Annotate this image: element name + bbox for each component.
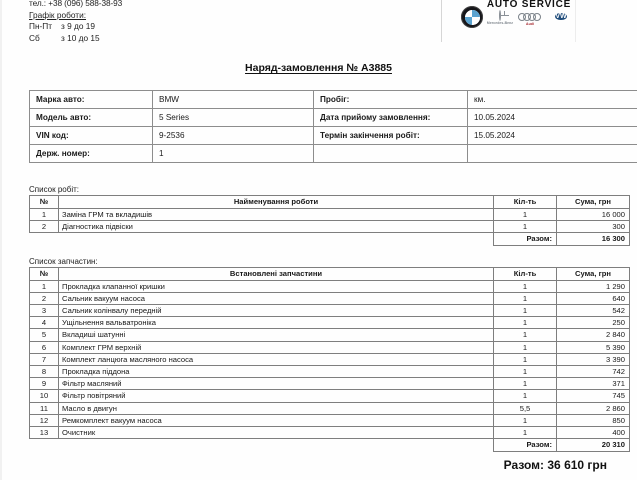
- info-value-vin: 9-2536: [153, 127, 314, 145]
- parts-row-name: Сальник вакуум насоса: [59, 292, 494, 304]
- parts-row-name: Фільтр масляний: [59, 378, 494, 390]
- table-row: [30, 317, 630, 329]
- works-table-body: [30, 208, 630, 232]
- parts-total-value: 20 310: [557, 439, 630, 452]
- parts-row-sum: 742: [557, 365, 630, 377]
- works-total-value: 16 300: [557, 232, 630, 245]
- parts-col-sum: Сума, грн: [557, 268, 630, 281]
- table-row: [30, 292, 630, 304]
- info-label-model: Модель авто:: [30, 109, 153, 127]
- parts-row-num: 6: [30, 341, 59, 353]
- parts-row-num: 5: [30, 329, 59, 341]
- parts-row-name: Прокладка піддона: [59, 365, 494, 377]
- works-col-num: №: [30, 196, 59, 209]
- parts-row-num: 1: [30, 280, 59, 292]
- parts-row-qty: 1: [494, 280, 557, 292]
- parts-row-name: Масло в двигун: [59, 402, 494, 414]
- schedule-hours-saturday: з 10 до 15: [61, 32, 100, 43]
- table-row: [30, 304, 630, 316]
- works-table-head: [30, 196, 630, 209]
- parts-row-qty: 1: [494, 426, 557, 438]
- vehicle-info-body: [30, 91, 637, 163]
- parts-row-sum: 542: [557, 304, 630, 316]
- header-divider: [441, 0, 442, 42]
- bmw-roundel-icon: [461, 6, 483, 28]
- parts-row-qty: 1: [494, 353, 557, 365]
- parts-row-qty: 1: [494, 304, 557, 316]
- table-row: [30, 426, 630, 438]
- parts-row-name: Прокладка клапанної кришки: [59, 280, 494, 292]
- mercedes-logo: [486, 11, 514, 25]
- page-title-text: Наряд-замовлення № A3885: [245, 62, 392, 74]
- parts-row-qty: 1: [494, 390, 557, 402]
- parts-row-sum: 400: [557, 426, 630, 438]
- parts-row-qty: 1: [494, 341, 557, 353]
- parts-row-name: Комплект ГРМ верхній: [59, 341, 494, 353]
- info-value-mileage: км.: [468, 91, 637, 109]
- works-table: [29, 195, 630, 246]
- works-row-num: 2: [30, 220, 59, 232]
- works-row-sum: 16 000: [557, 208, 630, 220]
- page-title: [0, 62, 637, 74]
- phone-text: тел.: +38 (096) 588-38-93: [29, 0, 123, 8]
- parts-row-qty: 1: [494, 292, 557, 304]
- info-value-due-date: 15.05.2024: [468, 127, 637, 145]
- parts-row-sum: 5 390: [557, 341, 630, 353]
- parts-row-sum: 640: [557, 292, 630, 304]
- parts-row-name: Фільтр повітряний: [59, 390, 494, 402]
- info-label-brand: Марка авто:: [30, 91, 153, 109]
- parts-total-row: [30, 439, 630, 452]
- parts-row-name: Комплект ланцюга масляного насоса: [59, 353, 494, 365]
- mercedes-logo-label: Mercedes-Benz: [486, 20, 514, 25]
- info-label-plate: Держ. номер:: [30, 145, 153, 163]
- parts-row-sum: 2 840: [557, 329, 630, 341]
- works-col-qty: Кіл-ть: [494, 196, 557, 209]
- info-label-due-date: Термін закінчення робіт:: [314, 127, 468, 145]
- info-label-empty: [314, 145, 468, 163]
- parts-row-qty: 1: [494, 378, 557, 390]
- table-row: [30, 353, 630, 365]
- works-row-num: 1: [30, 208, 59, 220]
- schedule-title: Графік роботи:: [29, 9, 87, 20]
- info-label-vin: VIN код:: [30, 127, 153, 145]
- parts-row-qty: 5,5: [494, 402, 557, 414]
- parts-row-qty: 1: [494, 317, 557, 329]
- audi-logo-label: Audi: [526, 21, 534, 26]
- parts-row-num: 4: [30, 317, 59, 329]
- works-row-name: Заміна ГРМ та вкладишів: [59, 208, 494, 220]
- vehicle-info-table: [29, 90, 637, 163]
- info-value-empty: [468, 145, 637, 163]
- parts-row-sum: 3 390: [557, 353, 630, 365]
- parts-row-name: Ремкомплект вакуум насоса: [59, 414, 494, 426]
- schedule-row-weekdays: [29, 21, 122, 33]
- mercedes-star-icon: [486, 11, 514, 20]
- parts-row-sum: 250: [557, 317, 630, 329]
- schedule-hours-weekdays: з 9 до 19: [61, 21, 96, 31]
- works-total-spacer: [30, 232, 494, 245]
- table-row: [30, 220, 630, 232]
- parts-table-head: [30, 268, 630, 281]
- parts-row-num: 12: [30, 414, 59, 426]
- header-divider-right: [575, 0, 576, 42]
- logo-auto-service-text: AUTO SERVICE: [486, 0, 572, 10]
- audi-logo: [516, 12, 544, 26]
- parts-row-qty: 1: [494, 365, 557, 377]
- info-value-model: 5 Series: [153, 109, 314, 127]
- parts-row-num: 2: [30, 292, 59, 304]
- info-label-order-date: Дата прийому замовлення:: [314, 109, 468, 127]
- table-header-row: [30, 268, 630, 281]
- volkswagen-logo: [548, 11, 574, 23]
- parts-row-num: 3: [30, 304, 59, 316]
- parts-col-num: №: [30, 268, 59, 281]
- parts-table-foot: [30, 439, 630, 452]
- works-row-qty: 1: [494, 220, 557, 232]
- works-total-row: [30, 232, 630, 245]
- works-col-name: Найменування роботи: [59, 196, 494, 209]
- works-col-sum: Сума, грн: [557, 196, 630, 209]
- brand-logo-row: [486, 11, 574, 29]
- table-row: [30, 91, 637, 109]
- parts-col-qty: Кіл-ть: [494, 268, 557, 281]
- parts-row-num: 13: [30, 426, 59, 438]
- parts-row-qty: 1: [494, 414, 557, 426]
- parts-row-sum: 745: [557, 390, 630, 402]
- parts-row-sum: 1 290: [557, 280, 630, 292]
- parts-row-sum: 371: [557, 378, 630, 390]
- schedule-days-saturday: Сб: [29, 32, 40, 43]
- works-row-sum: 300: [557, 220, 630, 232]
- table-row: [30, 341, 630, 353]
- works-row-qty: 1: [494, 208, 557, 220]
- works-row-name: Діагностика підвіски: [59, 220, 494, 232]
- parts-total-spacer: [30, 439, 494, 452]
- table-row: [30, 145, 637, 163]
- document-header: [0, 0, 637, 52]
- grand-total: Разом: 36 610 грн: [503, 458, 607, 472]
- parts-table: [29, 267, 630, 452]
- table-row: [30, 365, 630, 377]
- schedule-days-weekdays: Пн-Пт: [29, 21, 53, 31]
- table-row: [30, 378, 630, 390]
- parts-row-name: Сальник колінвалу передній: [59, 304, 494, 316]
- table-row: [30, 329, 630, 341]
- parts-row-name: Вкладиші шатунні: [59, 329, 494, 341]
- works-table-foot: [30, 232, 630, 245]
- parts-row-num: 10: [30, 390, 59, 402]
- table-row: [30, 414, 630, 426]
- table-row: [30, 402, 630, 414]
- parts-col-name: Встановлені запчастини: [59, 268, 494, 281]
- parts-row-num: 7: [30, 353, 59, 365]
- info-value-plate: 1: [153, 145, 314, 163]
- parts-row-num: 11: [30, 402, 59, 414]
- schedule-row-saturday: [29, 33, 122, 45]
- table-row: [30, 208, 630, 220]
- parts-row-num: 9: [30, 378, 59, 390]
- parts-row-name: Ущільнення вальватроніка: [59, 317, 494, 329]
- table-row: [30, 390, 630, 402]
- parts-table-body: [30, 280, 630, 439]
- volkswagen-icon: VW: [555, 13, 567, 20]
- parts-row-qty: 1: [494, 329, 557, 341]
- info-label-mileage: Пробіг:: [314, 91, 468, 109]
- table-row: [30, 127, 637, 145]
- works-total-label: Разом:: [494, 232, 557, 245]
- parts-row-sum: 850: [557, 414, 630, 426]
- table-row: [30, 280, 630, 292]
- info-value-brand: BMW: [153, 91, 314, 109]
- table-header-row: [30, 196, 630, 209]
- parts-row-sum: 2 860: [557, 402, 630, 414]
- company-logo: [459, 0, 574, 38]
- parts-section-label: Список запчастин:: [29, 257, 98, 266]
- works-section-label: Список робіт:: [29, 185, 79, 194]
- info-value-order-date: 10.05.2024: [468, 109, 637, 127]
- parts-row-name: Очистник: [59, 426, 494, 438]
- audi-rings-icon: [517, 12, 543, 21]
- parts-row-num: 8: [30, 365, 59, 377]
- contact-block: [29, 0, 122, 44]
- table-row: [30, 109, 637, 127]
- parts-total-label: Разом:: [494, 439, 557, 452]
